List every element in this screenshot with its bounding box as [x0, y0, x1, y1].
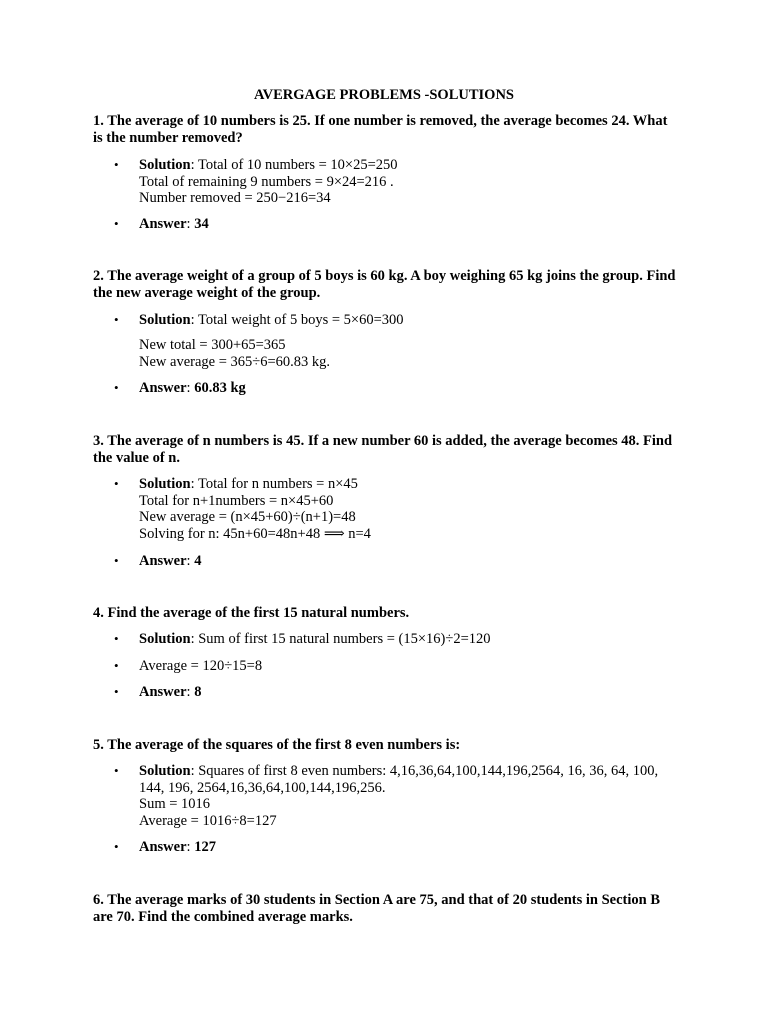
- q3-solution-line-2: Total for n+1numbers = n×45+60: [139, 492, 334, 509]
- q2-solution-cont: [139, 337, 699, 370]
- q4-average-line: • Average = 120÷15=8: [139, 658, 263, 674]
- q2-solution-line-1: : Total weight of 5 boys = 5×60=300: [190, 312, 404, 328]
- q3-solution-line-1: : Total for n numbers = n×45: [190, 476, 358, 492]
- solution-label: Solution: [139, 763, 191, 779]
- q2-answer-value: 60.83 kg: [194, 380, 246, 396]
- question-1: 1. The average of 10 numbers is 25. If one number is removed, the average becomes 24. What is the number removed?: [93, 113, 668, 146]
- q3-solution-line-4: Solving for n: 45n+60=48n+48 ⟹ n=4: [139, 525, 371, 542]
- q5-answer-value: 127: [194, 839, 216, 855]
- question-4: 4. Find the average of the first 15 natural numbers.: [93, 605, 410, 621]
- q3-answer-value: 4: [194, 553, 202, 569]
- question-6: 6. The average marks of 30 students in Section A are 75, and that of 20 students in Section B are 70. Find the combined average marks.: [93, 892, 661, 925]
- q3-solution-line-3: New average = (n×45+60)÷(n+1)=48: [139, 509, 356, 525]
- answer-label: Answer: [139, 380, 187, 396]
- q1-solution: [139, 157, 699, 207]
- solution-label: Solution: [139, 312, 191, 328]
- page-title: AVERGAGE PROBLEMS -SOLUTIONS: [254, 87, 514, 103]
- answer-label: Answer: [139, 684, 187, 700]
- q1-answer: • Answer: 34: [139, 216, 699, 233]
- answer-label: Answer: [139, 216, 187, 232]
- q5-solution: [139, 763, 699, 829]
- q4-answer-value: 8: [194, 684, 202, 700]
- solution-label: Solution: [139, 476, 191, 492]
- solution-label: Solution: [139, 631, 191, 647]
- answer-label: Answer: [139, 839, 187, 855]
- q1-answer-value: 34: [194, 216, 209, 232]
- q2-answer: • Answer: 60.83 kg: [139, 380, 699, 397]
- q1-solution-line-3: Number removed = 250−216=34: [139, 190, 331, 206]
- q5-solution-line-1: : Squares of first 8 even numbers: 4,16,36,64,100,144,196,2564, 16, 36, 64, 100,: [190, 763, 659, 779]
- q3-answer: • Answer: 4: [139, 553, 699, 570]
- q2-solution-line-3: New average = 365÷6=60.83 kg.: [139, 353, 331, 370]
- solution-label: Solution: [139, 157, 191, 173]
- q2-solution-line-2: New total = 300+65=365: [139, 337, 286, 353]
- q5-solution-line-2: 144, 196, 2564,16,36,64,100,144,196,256.: [139, 779, 386, 796]
- question-3: 3. The average of n numbers is 45. If a new number 60 is added, the average becomes 48. Find the value of n.: [93, 433, 673, 466]
- q4-solution-line-1: : Sum of first 15 natural numbers = (15×16)÷2=120: [190, 631, 491, 647]
- q3-solution: [139, 476, 699, 542]
- q2-solution: [139, 312, 699, 329]
- q5-solution-line-3: Sum = 1016: [139, 796, 211, 812]
- q4-solution: [139, 631, 699, 648]
- q4-answer: • Answer: 8: [139, 684, 699, 701]
- answer-label: Answer: [139, 553, 187, 569]
- question-2: 2. The average weight of a group of 5 boys is 60 kg. A boy weighing 65 kg joins the group. Find the new average weight of the group.: [93, 268, 676, 301]
- q5-solution-line-4: Average = 1016÷8=127: [139, 812, 277, 829]
- question-5: 5. The average of the squares of the first 8 even numbers is:: [93, 737, 461, 753]
- q5-answer: • Answer: 127: [139, 839, 699, 856]
- q4-average: [139, 658, 699, 675]
- q1-solution-line-1: : Total of 10 numbers = 10×25=250: [190, 157, 398, 173]
- q1-solution-line-2: Total of remaining 9 numbers = 9×24=216 .: [139, 173, 394, 190]
